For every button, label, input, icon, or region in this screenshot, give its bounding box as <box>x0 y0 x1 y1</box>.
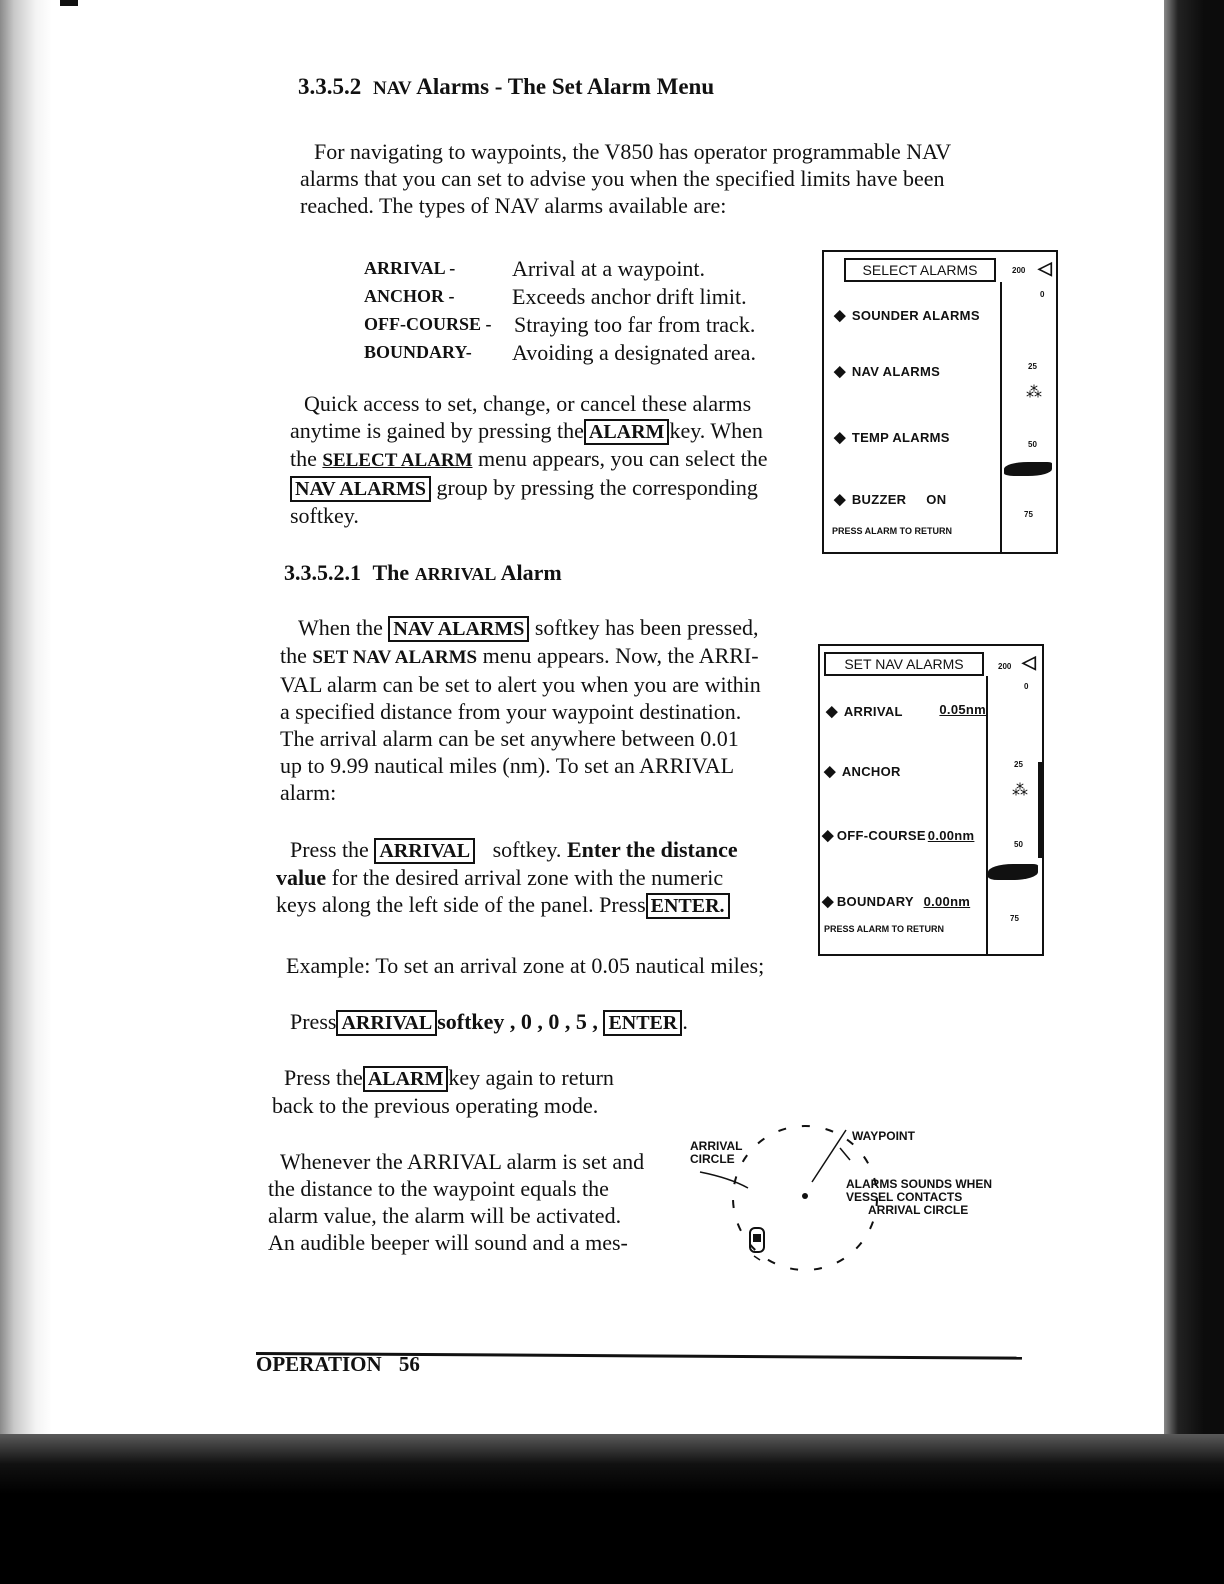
label-alarm-sounds <box>846 1178 992 1217</box>
return-paragraph <box>272 1064 692 1119</box>
enter-key-ref: ENTER. <box>646 893 730 919</box>
subsection-heading <box>284 560 562 586</box>
press-line-2 <box>276 864 816 891</box>
text-run: Press the <box>284 1065 363 1090</box>
intro-line-3: reached. The types of NAV alarms available are: <box>300 193 727 218</box>
label-arrival-circle <box>690 1140 742 1166</box>
softkey-arrival[interactable] <box>826 702 986 720</box>
text-run: group by pressing the corresponding <box>436 475 758 500</box>
softkey-label: ANCHOR <box>841 764 901 779</box>
arrival-paragraph <box>280 614 810 806</box>
intro-line-2: alarms that you can set to advise you when the specified limits have been <box>300 166 945 191</box>
alarm-type-row <box>364 340 824 368</box>
alarm-pointer <box>840 1148 850 1160</box>
diagram-label: CIRCLE <box>690 1152 735 1166</box>
text-run: anytime is gained by pressing the <box>290 418 584 443</box>
screen-title: SELECT ALARMS <box>844 258 996 282</box>
buzzer-value: ON <box>926 492 947 507</box>
range-pointer-icon: ◁ <box>1038 258 1052 278</box>
arrow-left-icon: ◆ <box>826 703 838 720</box>
arrival-line-4: a specified distance from your waypoint destination. <box>280 699 742 724</box>
softkey-label: BUZZER <box>851 492 907 507</box>
waypoint-dot <box>802 1193 808 1199</box>
alarm-key-ref: ALARM <box>584 419 670 445</box>
quick-access-line-2 <box>290 417 820 445</box>
range-label: 200 <box>1012 266 1026 275</box>
alarm-type-desc: Arrival at a waypoint. <box>512 256 706 281</box>
text-run: keys along the left side of the panel. Press <box>276 892 646 917</box>
arrow-left-icon: ◆ <box>834 307 846 324</box>
diagram-label: ALARMS SOUNDS WHEN <box>846 1177 992 1191</box>
arrival-key-ref: ARRIVAL <box>374 838 475 864</box>
softkey-sounder-alarms[interactable] <box>834 306 980 324</box>
text-run: key again to return <box>448 1065 614 1090</box>
vessel-icon <box>750 1228 764 1260</box>
text-run: Press <box>290 1009 337 1034</box>
softkey-value: 0.00nm <box>927 828 975 843</box>
arrow-left-icon: ◆ <box>824 763 836 780</box>
depth-tick: 0 <box>1040 290 1045 299</box>
arrival-line-1 <box>280 614 810 642</box>
arrow-left-icon: ◆ <box>822 893 834 910</box>
enter-key-ref: ENTER <box>603 1010 682 1036</box>
quick-access-line-3 <box>290 445 820 474</box>
text-run: Press the <box>290 837 369 862</box>
depth-tick: 75 <box>1024 510 1033 519</box>
softkey-value: 0.05nm <box>939 702 986 717</box>
text-run: menu appears. Now, the ARRI- <box>482 643 759 668</box>
subsection-title-b: ARRIVAL <box>414 564 497 584</box>
text-run: the <box>290 446 317 471</box>
text-run: softkey. <box>492 837 562 862</box>
text-run: key. When <box>669 418 763 443</box>
alarm-type-desc: Straying too far from track. <box>514 312 756 337</box>
softkey-off-course[interactable] <box>822 826 986 844</box>
softkey-label: TEMP ALARMS <box>851 430 950 445</box>
text-run: for the desired arrival zone with the numeric <box>331 865 724 890</box>
softkey-buzzer[interactable] <box>834 490 946 508</box>
softkey-boundary[interactable] <box>822 892 986 910</box>
arrow-left-icon: ◆ <box>822 827 834 844</box>
depth-tick: 50 <box>1028 440 1037 449</box>
waypoint-pointer <box>812 1130 846 1182</box>
intro-line-1: For navigating to waypoints, the V850 has operator programmable NAV <box>314 139 952 164</box>
softkey-label: ARRIVAL <box>843 704 903 719</box>
bottom-contour-icon <box>988 864 1038 880</box>
arrival-line-7: alarm: <box>280 780 337 805</box>
press-arrival-paragraph <box>276 836 816 919</box>
softkey-label: SOUNDER ALARMS <box>851 308 980 323</box>
subsection-number: 3.3.5.2.1 <box>284 560 361 585</box>
screen-footer: PRESS ALARM TO RETURN <box>832 526 953 536</box>
arrow-left-icon: ◆ <box>834 491 846 508</box>
section-title-prefix: NAV <box>373 78 412 99</box>
alarm-type-name: OFF-COURSE - <box>364 314 492 334</box>
alarm-type-row <box>364 312 824 340</box>
alarm-type-name: ANCHOR - <box>364 286 455 306</box>
softkey-label: NAV ALARMS <box>851 364 941 379</box>
diagram-label: VESSEL CONTACTS <box>846 1190 963 1204</box>
text-run: When the <box>298 615 383 640</box>
set-nav-alarms-screen <box>818 644 1044 956</box>
text-run: the <box>280 643 307 668</box>
text-run: . <box>682 1009 688 1034</box>
bottom-contour-icon <box>1004 462 1052 476</box>
page-number: 56 <box>398 1352 420 1376</box>
arrow-left-icon: ◆ <box>834 363 846 380</box>
arrival-line-3: VAL alarm can be set to alert you when you are within <box>280 672 761 697</box>
alarm-type-name: ARRIVAL - <box>364 258 456 278</box>
softkey-label: OFF-COURSE <box>836 828 926 843</box>
arrow-left-icon: ◆ <box>834 429 846 446</box>
alarm-type-desc: Avoiding a designated area. <box>512 340 756 365</box>
depth-tick: 25 <box>1028 362 1037 371</box>
alarm-type-name: BOUNDARY- <box>364 342 472 362</box>
arrival-key-ref: ARRIVAL <box>336 1010 437 1036</box>
section-heading <box>298 74 714 100</box>
quick-access-line-4 <box>290 474 820 502</box>
scan-bottom-edge <box>0 1434 1224 1584</box>
label-waypoint: WAYPOINT <box>852 1129 915 1143</box>
text-run-bold: Enter the distance <box>566 837 738 862</box>
alarm-types-list <box>364 256 824 368</box>
depth-scale <box>986 676 1042 954</box>
alarm-type-row <box>364 256 824 284</box>
quick-access-line-1: Quick access to set, change, or cancel these alarms <box>304 391 752 416</box>
scan-left-edge <box>0 0 52 1440</box>
screen-title: SET NAV ALARMS <box>824 652 984 676</box>
nav-alarms-key-ref: NAV ALARMS <box>388 616 529 642</box>
whenever-line-1: Whenever the ARRIVAL alarm is set and <box>280 1149 645 1174</box>
depth-bar <box>1038 762 1042 858</box>
return-line-1 <box>272 1064 692 1092</box>
set-nav-alarms-ref: SET NAV ALARMS <box>312 647 478 668</box>
press-line-1 <box>276 836 816 864</box>
range-label: 200 <box>998 662 1012 671</box>
depth-tick: 75 <box>1010 914 1019 923</box>
range-pointer-icon: ◁ <box>1022 652 1036 672</box>
circle-pointer <box>700 1172 748 1188</box>
arrival-line-2 <box>280 642 810 671</box>
softkey-value: 0.00nm <box>923 894 971 909</box>
section-title: Alarms - The Set Alarm Menu <box>416 74 715 99</box>
scan-corner-mark <box>60 0 78 6</box>
intro-paragraph <box>300 138 1060 219</box>
softkey-nav-alarms[interactable] <box>834 362 940 380</box>
alarm-type-row <box>364 284 824 312</box>
subsection-title-a: The <box>372 560 410 585</box>
softkey-label: BOUNDARY <box>836 894 914 909</box>
fish-icon: ⁂ <box>1012 782 1028 799</box>
alarm-key-ref: ALARM <box>363 1066 449 1092</box>
whenever-line-2: the distance to the waypoint equals the <box>268 1176 609 1201</box>
quick-access-paragraph <box>290 390 820 529</box>
select-alarm-ref: SELECT ALARM <box>322 450 473 471</box>
depth-tick: 25 <box>1014 760 1023 769</box>
nav-alarms-key-ref: NAV ALARMS <box>290 476 431 502</box>
footer-label: OPERATION <box>256 1352 382 1376</box>
whenever-paragraph <box>268 1148 688 1256</box>
return-line-2: back to the previous operating mode. <box>272 1093 599 1118</box>
subsection-title-c: Alarm <box>500 560 562 585</box>
fish-icon: ⁂ <box>1026 384 1042 401</box>
press-line-3 <box>276 891 816 919</box>
page-footer <box>256 1352 420 1377</box>
select-alarms-screen <box>822 250 1058 554</box>
alarm-type-desc: Exceeds anchor drift limit. <box>512 284 747 309</box>
arrival-line-6: up to 9.99 nautical miles (nm). To set an ARRIVAL <box>280 753 735 778</box>
depth-tick: 50 <box>1014 840 1023 849</box>
arrival-line-5: The arrival alarm can be set anywhere between 0.01 <box>280 726 739 751</box>
depth-tick: 0 <box>1024 682 1029 691</box>
text-run: menu appears, you can select the <box>478 446 768 471</box>
diagram-label: ARRIVAL <box>690 1139 743 1153</box>
example-line: Example: To set an arrival zone at 0.05 nautical miles; <box>286 953 765 978</box>
text-run-bold: value <box>276 865 327 890</box>
text-run: softkey has been pressed, <box>534 615 759 640</box>
diagram-label: ARRIVAL CIRCLE <box>868 1203 969 1217</box>
scan-right-edge <box>1164 0 1224 1584</box>
section-number: 3.3.5.2 <box>298 74 362 99</box>
softkey-anchor[interactable] <box>824 762 901 780</box>
softkey-temp-alarms[interactable] <box>834 428 950 446</box>
whenever-line-4: An audible beeper will sound and a mes- <box>268 1230 628 1255</box>
example-sequence <box>290 1008 750 1036</box>
screen-footer: PRESS ALARM TO RETURN <box>824 924 945 934</box>
quick-access-line-5: softkey. <box>290 503 359 528</box>
key-sequence: softkey , 0 , 0 , 5 , <box>437 1009 598 1034</box>
whenever-line-3: alarm value, the alarm will be activated. <box>268 1203 622 1228</box>
